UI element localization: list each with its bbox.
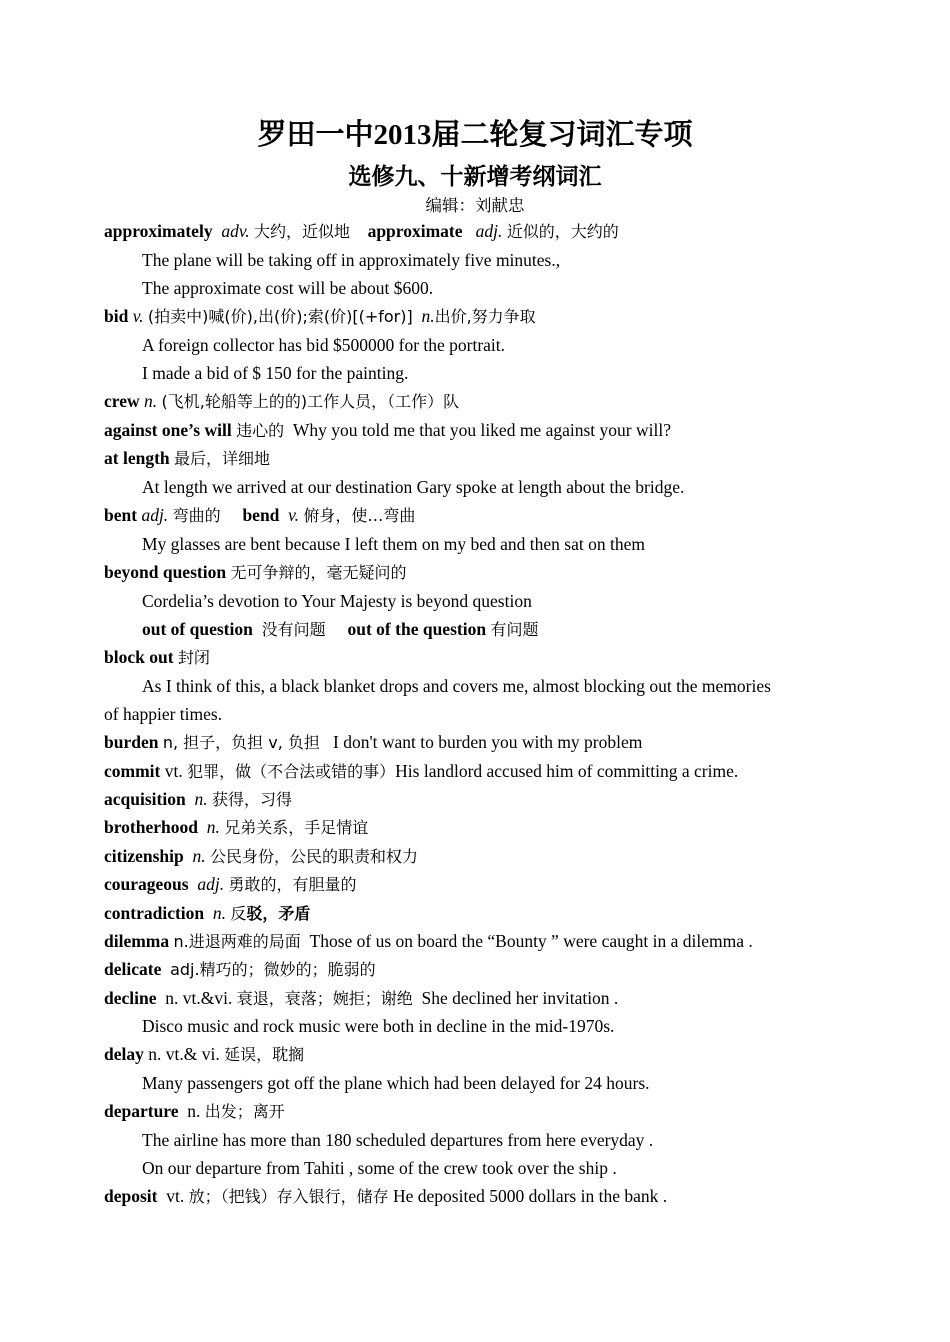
definition: 大约，近似地 — [254, 222, 351, 241]
example-sentence: The plane will be taking off in approximately five minutes., — [142, 250, 561, 270]
vocab-entry — [104, 503, 415, 528]
pos: vt. — [164, 761, 183, 781]
definition: 封闭 — [177, 648, 210, 667]
pos: adj. — [141, 505, 169, 525]
example-inline: Those of us on board the “Bounty ” were caught in a dilemma . — [309, 931, 753, 951]
headword: decline — [104, 988, 157, 1008]
vocab-entry — [104, 929, 753, 954]
vocab-entry — [104, 759, 738, 784]
vocab-entry — [104, 844, 418, 869]
vocab-entry — [104, 304, 536, 329]
headword: approximately — [104, 221, 213, 241]
pos: n. — [144, 391, 158, 411]
headword: bend — [242, 505, 280, 525]
definition: 弯曲的 — [172, 506, 221, 525]
definition: (飞机,轮船等上的的)工作人员，（工作）队 — [161, 392, 460, 411]
headword: approximate — [367, 221, 463, 241]
vocab-entry — [104, 560, 406, 585]
vocab-entry — [104, 815, 368, 840]
vocab-entry — [142, 617, 538, 642]
definition: 出发；离开 — [204, 1102, 285, 1121]
example-sentence: Cordelia’s devotion to Your Majesty is beyond question — [142, 591, 532, 611]
example-sentence: My glasses are bent because I left them on my bed and then sat on them — [142, 534, 645, 554]
headword: beyond question — [104, 562, 227, 582]
definition: 获得，习得 — [211, 790, 292, 809]
definition: 最后，详细地 — [174, 449, 271, 468]
vocab-entry — [104, 1042, 304, 1067]
headword: courageous — [104, 874, 189, 894]
example-sentence: As I think of this, a black blanket drops and covers me, almost blocking out the memories — [142, 676, 771, 696]
vocab-entry — [104, 901, 310, 926]
definition: 延误，耽搁 — [224, 1045, 305, 1064]
definition: 俯身，使…弯曲 — [303, 506, 416, 525]
vocab-entry — [104, 872, 356, 897]
vocab-entry — [104, 730, 642, 755]
headword: block out — [104, 647, 174, 667]
headword: at length — [104, 448, 170, 468]
pos: n. — [187, 1101, 201, 1121]
definition: 无可争辩的，毫无疑问的 — [230, 563, 407, 582]
pos: n. — [421, 306, 435, 326]
pos: adv. — [221, 221, 250, 241]
headword: bid — [104, 306, 129, 326]
definition: 驳，矛盾 — [246, 904, 311, 923]
vocab-entry — [104, 1099, 285, 1124]
definition: 没有问题 — [261, 620, 326, 639]
example-inline: He deposited 5000 dollars in the bank . — [393, 1186, 668, 1206]
headword: out of the question — [347, 619, 487, 639]
headword: acquisition — [104, 789, 186, 809]
vocab-entry — [104, 219, 619, 244]
pos: n. — [192, 846, 206, 866]
headword: burden — [104, 732, 159, 752]
headword: bent — [104, 505, 138, 525]
definition: 兄弟关系，手足情谊 — [224, 818, 369, 837]
example-sentence: At length we arrived at our destination Gary spoke at length about the bridge. — [142, 477, 685, 497]
headword: departure — [104, 1101, 179, 1121]
definition: (拍卖中)喊(价),出(价);索(价)[(+for)] — [147, 307, 413, 326]
example-sentence: Many passengers got off the plane which had been delayed for 24 hours. — [142, 1073, 650, 1093]
vocab-entry — [104, 389, 459, 414]
headword: delay — [104, 1044, 144, 1064]
definition: 犯罪，做（不合法或错的事） — [187, 762, 396, 781]
vocab-entry — [104, 957, 376, 982]
definition: 勇敢的，有胆量的 — [228, 875, 357, 894]
pos: vt. — [166, 1186, 185, 1206]
definition: 出价,努力争取 — [434, 307, 536, 326]
definition: n, 担子，负担 v, 负担 — [162, 733, 320, 752]
definition: 有问题 — [490, 620, 539, 639]
pos: adj. — [475, 221, 503, 241]
headword: delicate — [104, 959, 162, 979]
definition: n.进退两难的局面 — [173, 932, 301, 951]
pos: n. — [212, 903, 227, 923]
pos: n. — [194, 789, 208, 809]
example-inline: I don't want to burden you with my problem — [333, 732, 643, 752]
headword: contradiction — [104, 903, 205, 923]
page-title: 罗田一中2013届二轮复习词汇专项 — [257, 119, 693, 151]
definition: 违心的 — [236, 421, 285, 440]
example-inline: His landlord accused him of committing a crime. — [395, 761, 739, 781]
vocab-entry — [104, 1184, 667, 1209]
headword: deposit — [104, 1186, 158, 1206]
definition: adj.精巧的；微妙的；脆弱的 — [170, 960, 376, 979]
example-sentence: Disco music and rock music were both in decline in the mid-1970s. — [142, 1016, 615, 1036]
example-inline: She declined her invitation . — [421, 988, 619, 1008]
example-sentence: On our departure from Tahiti , some of the crew took over the ship . — [142, 1158, 617, 1178]
example-sentence: of happier times. — [104, 704, 223, 724]
headword: dilemma — [104, 931, 170, 951]
definition: 反 — [230, 904, 247, 923]
pos: v. — [132, 306, 144, 326]
headword: out of question — [142, 619, 253, 639]
definition: 放；（把钱）存入银行，储存 — [188, 1187, 389, 1206]
vocab-entry — [104, 986, 618, 1011]
example-sentence: I made a bid of $ 150 for the painting. — [142, 363, 409, 383]
page-subtitle: 选修九、十新增考纲词汇 — [348, 164, 602, 190]
definition: 衰退，衰落；婉拒；谢绝 — [236, 989, 413, 1008]
example-sentence: The airline has more than 180 scheduled departures from here everyday . — [142, 1130, 654, 1150]
headword: commit — [104, 761, 161, 781]
vocab-entry — [104, 446, 270, 471]
pos: v. — [288, 505, 300, 525]
example-sentence: A foreign collector has bid $500000 for the portrait. — [142, 335, 506, 355]
pos: n. vt.& vi. — [148, 1044, 220, 1064]
definition: 近似的，大约的 — [506, 222, 619, 241]
example-inline: Why you told me that you liked me against your will? — [292, 420, 671, 440]
vocab-entry — [104, 645, 210, 670]
headword: against one’s will — [104, 420, 232, 440]
headword: citizenship — [104, 846, 184, 866]
editor-credit: 编辑：刘献忠 — [425, 196, 525, 215]
headword: brotherhood — [104, 817, 198, 837]
definition: 公民身份，公民的职责和权力 — [209, 847, 418, 866]
pos: n. vt.&vi. — [165, 988, 233, 1008]
pos: n. — [206, 817, 220, 837]
pos: adj. — [197, 874, 225, 894]
headword: crew — [104, 391, 140, 411]
example-sentence: The approximate cost will be about $600. — [142, 278, 434, 298]
vocab-entry — [104, 418, 671, 443]
vocab-entry — [104, 787, 292, 812]
